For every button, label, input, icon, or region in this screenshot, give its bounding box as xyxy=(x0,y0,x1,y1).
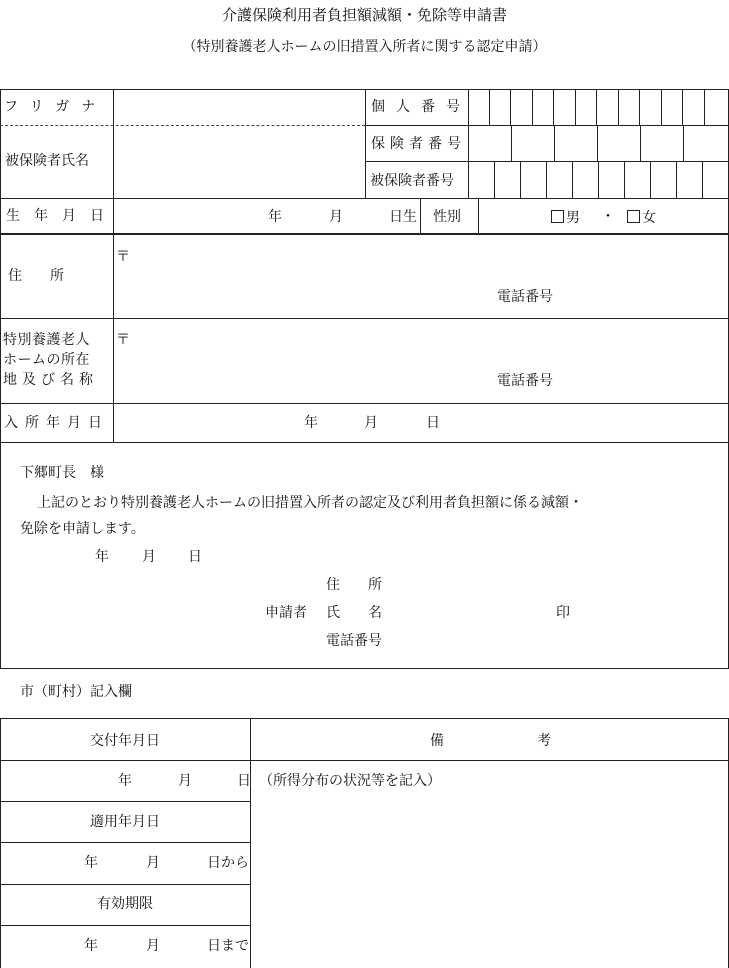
issue-day-unit: 日 xyxy=(237,773,251,789)
valid-day-unit: 日まで xyxy=(207,938,249,954)
individual-number-label: 個人番号 xyxy=(371,99,471,115)
facility-label-line1: 特別養護老人 xyxy=(3,332,90,348)
form-subtitle: （特別養護老人ホームの旧措置入所者に関する認定申請） xyxy=(182,39,547,55)
sex-male-option[interactable]: 男 xyxy=(551,210,580,225)
issue-year-unit: 年 xyxy=(118,773,132,789)
form-title: 介護保険利用者負担額減額・免除等申請書 xyxy=(221,6,507,24)
sex-label: 性別 xyxy=(433,209,461,225)
valid-month-unit: 月 xyxy=(146,938,160,954)
valid-year-unit: 年 xyxy=(84,938,98,954)
apply-day-unit: 日から xyxy=(207,855,249,871)
applicant-phone-label: 電話番号 xyxy=(326,633,382,649)
admission-date-label: 入所年月日 xyxy=(4,415,109,431)
birth-day-unit: 日生 xyxy=(389,209,417,225)
birth-month-unit: 月 xyxy=(329,209,343,225)
facility-label-line3: 地及び名称 xyxy=(3,372,98,388)
birthdate-label: 生年月日 xyxy=(6,208,118,224)
remarks-label-char1: 備 xyxy=(430,733,444,749)
admission-month-unit: 月 xyxy=(364,415,378,431)
seal-mark: 印 xyxy=(556,605,570,621)
facility-phone-label: 電話番号 xyxy=(497,373,553,389)
sex-separator: ・ xyxy=(601,209,615,225)
apply-year-unit: 年 xyxy=(84,855,98,871)
facility-label-line2: ホームの所在 xyxy=(3,352,90,368)
admission-day-unit: 日 xyxy=(426,415,440,431)
valid-period-label: 有効期限 xyxy=(97,896,153,912)
sex-female-option[interactable]: 女 xyxy=(627,210,656,225)
address-phone-label: 電話番号 xyxy=(497,289,553,305)
applicant-address-label: 住 所 xyxy=(326,577,382,593)
apply-date-label: 適用年月日 xyxy=(90,814,160,830)
insured-name-label: 被保険者氏名 xyxy=(5,153,89,169)
apply-month-unit: 月 xyxy=(146,855,160,871)
declaration-day-unit: 日 xyxy=(188,549,202,565)
declaration-year-unit: 年 xyxy=(95,549,109,565)
postal-mark: 〒 xyxy=(116,249,130,265)
declaration-text-line1: 上記のとおり特別養護老人ホームの旧措置入所者の認定及び利用者負担額に係る減額・ xyxy=(37,495,583,511)
facility-postal-mark: 〒 xyxy=(116,332,130,348)
declaration-month-unit: 月 xyxy=(142,549,156,565)
birth-year-unit: 年 xyxy=(268,209,282,225)
remarks-note: （所得分布の状況等を記入） xyxy=(259,773,441,789)
female-checkbox-icon[interactable] xyxy=(627,210,640,223)
male-checkbox-icon[interactable] xyxy=(551,210,564,223)
applicant-name-label: 氏 名 xyxy=(326,605,382,621)
issue-date-label: 交付年月日 xyxy=(90,733,160,749)
office-section-title: 市（町村）記入欄 xyxy=(20,684,132,700)
insured-number-label: 被保険者番号 xyxy=(370,173,454,189)
addressee: 下郷町長 様 xyxy=(20,465,104,481)
address-label: 住 所 xyxy=(8,268,64,284)
declaration-text-line2: 免除を申請します。 xyxy=(20,521,145,537)
remarks-label-char2: 考 xyxy=(537,733,551,749)
applicant-label: 申請者 xyxy=(265,605,307,621)
admission-year-unit: 年 xyxy=(304,415,318,431)
office-table xyxy=(0,718,729,968)
furigana-label: フリガナ xyxy=(4,99,108,115)
insurer-number-label: 保険者番号 xyxy=(371,136,466,152)
issue-month-unit: 月 xyxy=(178,773,192,789)
